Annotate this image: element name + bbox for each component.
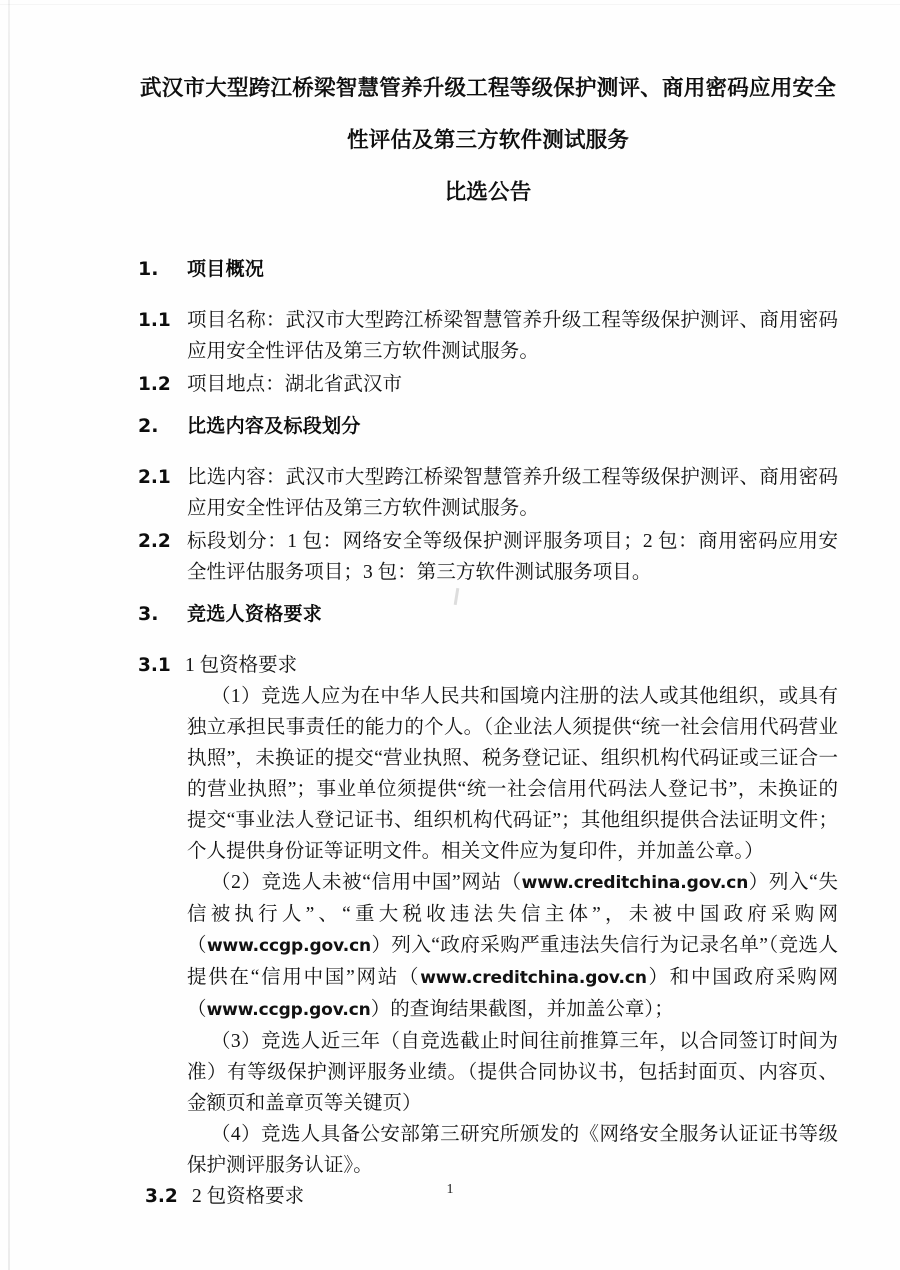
section-heading-2 <box>138 411 838 441</box>
clause-number-1-1: 1.1 <box>138 309 171 331</box>
subsection-title-3-1: 1 包资格要求 <box>185 654 298 676</box>
clause-2-text-b: ）列入“失信被执行人”、“重大税收违法失信主体”，未被中国政府采购网（ <box>187 871 838 956</box>
title-line-1: 武汉市大型跨江桥梁智慧管养升级工程等级保护测评、商用密码应用安全 <box>140 76 836 101</box>
creditchina-url-2: www.creditchina.gov.cn <box>420 967 647 988</box>
document-content <box>138 78 838 1212</box>
clause-text-2-2: 标段划分：1 包：网络安全等级保护测评服务项目；2 包：商用密码应用安全性评估服务项目；3 包：第三方软件测试服务项目。 <box>187 530 838 583</box>
spacer <box>138 590 838 599</box>
section-title-3: 竞选人资格要求 <box>187 602 323 625</box>
qualification-clause-4: （4）竞选人具备公安部第三研究所颁发的《网络安全服务认证证书等级保护测评服务认证》。 <box>187 1123 838 1176</box>
section-number-1: 1. <box>138 257 159 280</box>
section-title-1: 项目概况 <box>187 257 265 280</box>
spacer <box>138 402 838 411</box>
clause-number-1-2: 1.2 <box>138 373 171 395</box>
page-number: 1 <box>446 1182 454 1197</box>
section-title-2: 比选内容及标段划分 <box>187 414 361 437</box>
section-number-3: 3. <box>138 602 159 625</box>
title-line-3: 比选公告 <box>444 180 532 205</box>
subsection-number-3-1: 3.1 <box>138 654 171 676</box>
clause-1-1 <box>138 305 838 367</box>
section-heading-1 <box>138 254 838 284</box>
ccgp-url-1: www.ccgp.gov.cn <box>206 935 372 956</box>
clause-text-2-1: 比选内容：武汉市大型跨江桥梁智慧管养升级工程等级保护测评、商用密码应用安全性评估及第三方软件测试服务。 <box>187 466 838 519</box>
scan-artifact-left-edge <box>8 0 10 1270</box>
subsection-number-3-2: 3.2 <box>145 1185 178 1207</box>
clause-2-1 <box>138 462 838 524</box>
clause-number-2-1: 2.1 <box>138 466 171 488</box>
qualification-clause-3: （3）竞选人近三年（自竞选截止时间往前推算三年，以合同签订时间为准）有等级保护测评服务业绩。（提供合同协议书，包括封面页、内容页、金额页和盖章页等关键页） <box>187 1030 838 1114</box>
subsection-heading-3-1 <box>138 650 838 681</box>
clause-2-text-d: ）和中国政府采购网（ <box>187 966 838 1020</box>
clause-2-text-c: ）列入“政府采购严重违法失信行为记录名单”（竞选人提供在“信用中国”网站（ <box>187 934 838 988</box>
qualification-clause-2 <box>187 867 838 1026</box>
document-title <box>138 78 838 204</box>
clause-number-2-2: 2.2 <box>138 530 171 552</box>
clause-2-text-a: （2）竞选人未被“信用中国”网站（ <box>211 871 522 893</box>
clause-text-1-1: 项目名称：武汉市大型跨江桥梁智慧管养升级工程等级保护测评、商用密码应用安全性评估及第三方软件测试服务。 <box>187 309 838 362</box>
creditchina-url-1: www.creditchina.gov.cn <box>521 872 749 893</box>
clause-1-2 <box>138 369 838 400</box>
subsection-title-3-2: 2 包资格要求 <box>192 1185 305 1207</box>
clause-2-text-e: ）的查询结果截图，并加盖公章）； <box>370 998 674 1020</box>
ccgp-url-2: www.ccgp.gov.cn <box>206 999 371 1020</box>
clause-2-2 <box>138 526 838 588</box>
title-line-2: 性评估及第三方软件测试服务 <box>346 127 630 153</box>
section-heading-3 <box>138 599 838 629</box>
clause-text-1-2: 项目地点：湖北省武汉市 <box>187 373 403 395</box>
section-number-2: 2. <box>138 414 159 437</box>
scan-artifact-top-edge <box>0 4 900 5</box>
document-body <box>138 254 838 1212</box>
qualification-clause-1: （1）竞选人应为在中华人民共和国境内注册的法人或其他组织，或具有独立承担民事责任的能力的个人。（企业法人须提供“统一社会信用代码营业执照”，未换证的提交“营业执照、税务登记证、组织机构代码证或三证合一的营业执照”；事业单位须提供“统一社会信用代码法人登记书”，未换证的提交“事业法人登记证书、组织机构代码证”；其他组织提供合法证明文件；个人提供身份证等证明文件。相关文件应为复印件，并加盖公章。） <box>187 685 838 862</box>
